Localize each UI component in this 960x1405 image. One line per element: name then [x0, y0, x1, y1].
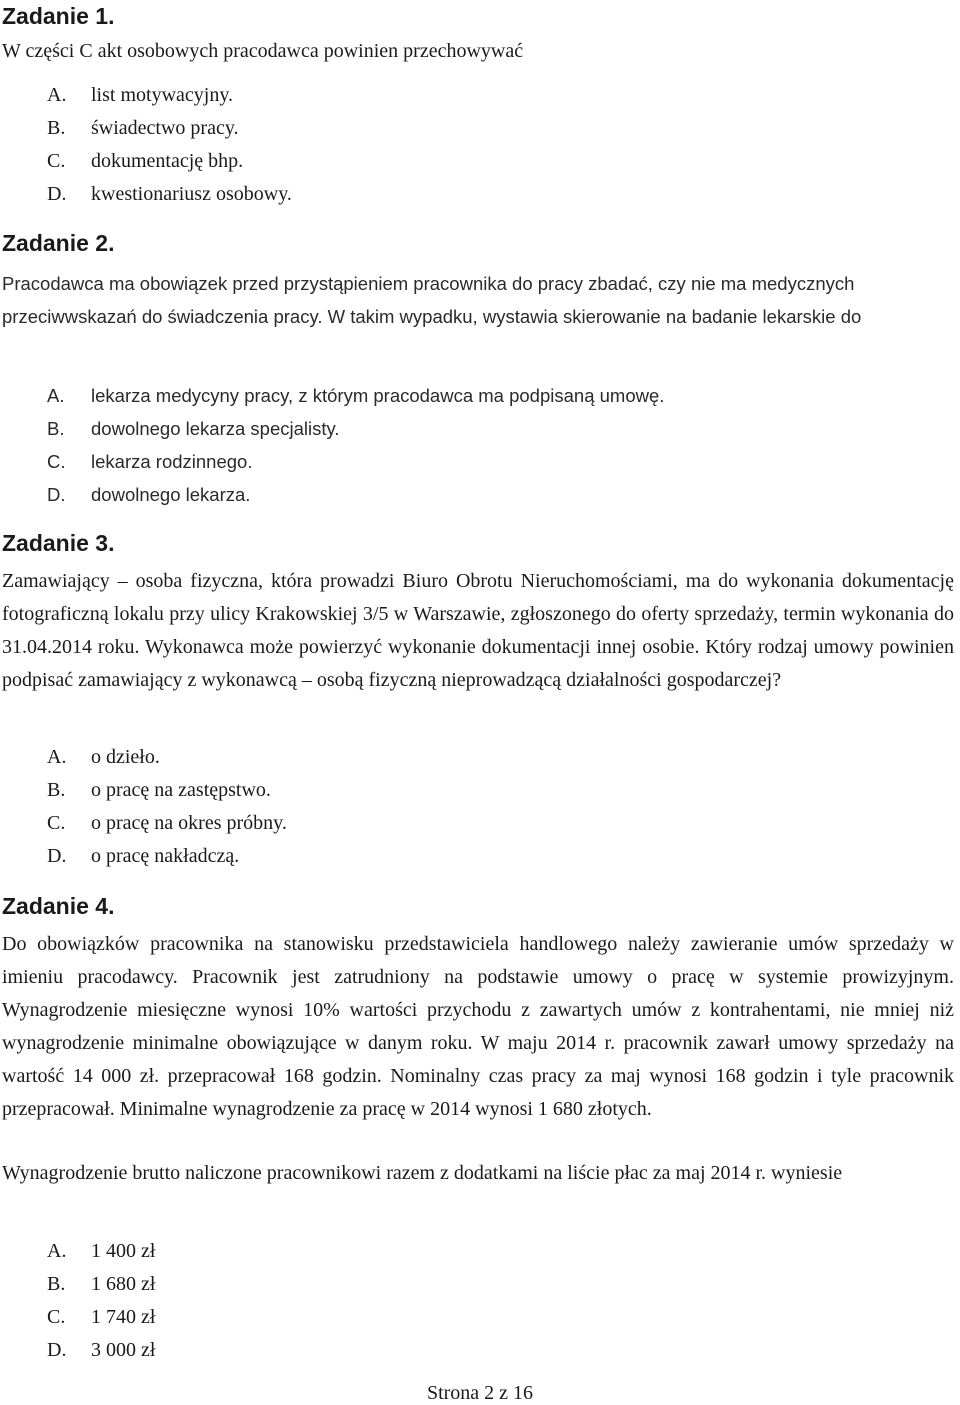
- option-text: dowolnego lekarza.: [91, 484, 251, 505]
- task-4-options: [47, 1235, 155, 1367]
- option-letter: D.: [47, 183, 67, 205]
- option-text: 3 000 zł: [91, 1339, 156, 1361]
- option-text: o dzieło.: [91, 746, 160, 768]
- task-1-options: [47, 79, 292, 211]
- option-letter: C.: [47, 451, 66, 472]
- task-2-option-d[interactable]: [47, 478, 664, 511]
- task-4-option-d[interactable]: [47, 1334, 155, 1367]
- option-letter: D.: [47, 1339, 67, 1361]
- option-text: dokumentację bhp.: [91, 150, 244, 172]
- option-letter: D.: [47, 484, 66, 505]
- option-letter: C.: [47, 812, 66, 834]
- option-letter: B.: [47, 418, 65, 439]
- task-1-option-a[interactable]: [47, 79, 292, 112]
- option-letter: A.: [47, 385, 65, 406]
- task-2-options: [47, 379, 664, 511]
- option-letter: B.: [47, 1273, 66, 1295]
- option-letter: C.: [47, 1306, 66, 1328]
- task-4-title: Zadanie 4.: [2, 893, 115, 919]
- option-text: list motywacyjny.: [91, 84, 234, 106]
- task-4-option-b[interactable]: [47, 1268, 155, 1301]
- option-text: dowolnego lekarza specjalisty.: [91, 418, 340, 439]
- task-1-title: Zadanie 1.: [2, 3, 115, 29]
- option-letter: D.: [47, 845, 67, 867]
- option-letter: C.: [47, 150, 66, 172]
- task-3-option-d[interactable]: [47, 840, 287, 873]
- option-text: 1 680 zł: [91, 1273, 156, 1295]
- option-text: świadectwo pracy.: [91, 117, 239, 139]
- option-text: 1 400 zł: [91, 1240, 156, 1262]
- option-letter: A.: [47, 84, 67, 106]
- option-letter: B.: [47, 779, 66, 801]
- option-text: o pracę na okres próbny.: [91, 812, 287, 834]
- option-letter: B.: [47, 117, 66, 139]
- option-text: kwestionariusz osobowy.: [91, 183, 292, 205]
- task-3-question: Zamawiający – osoba fizyczna, która prowadzi Biuro Obrotu Nieruchomościami, ma do wykonania dokumentację fotograficzną lokalu przy ulicy Krakowskiej 3/5 w Warszawie, zgłoszonego do oferty sprzedaży, termin wykonania do 31.04.2014 roku. Wykonawca może powierzyć wykonanie dokumentacji innej osobie. Który rodzaj umowy powinien podpisać zamawiający z wykonawcą – osobą fizyczną nieprowadzącą działalności gospodarczej?: [2, 570, 954, 691]
- task-3-option-c[interactable]: [47, 807, 287, 840]
- task-2-question: Pracodawca ma obowiązek przed przystąpieniem pracownika do pracy zbadać, czy nie ma medycznych przeciwwskazań do świadczenia pracy. W takim wypadku, wystawia skierowanie na badanie lekarskie do: [2, 273, 862, 327]
- option-letter: A.: [47, 746, 67, 768]
- page-number: Strona 2 z 16: [426, 1382, 534, 1404]
- option-text: lekarza medycyny pracy, z którym pracodawca ma podpisaną umowę.: [91, 385, 665, 406]
- task-4-question-prompt: Wynagrodzenie brutto naliczone pracownikowi razem z dodatkami na liście płac za maj 2014 r. wyniesie: [2, 1162, 843, 1184]
- task-1-option-b[interactable]: [47, 112, 292, 145]
- task-1-question: W części C akt osobowych pracodawca powinien przechowywać: [2, 40, 524, 62]
- task-2-option-c[interactable]: [47, 445, 664, 478]
- task-3-options: [47, 741, 287, 873]
- task-3-option-a[interactable]: [47, 741, 287, 774]
- task-1-option-c[interactable]: [47, 145, 292, 178]
- task-3-option-b[interactable]: [47, 774, 287, 807]
- task-2-option-b[interactable]: [47, 412, 664, 445]
- task-2-option-a[interactable]: [47, 379, 664, 412]
- task-1-option-d[interactable]: [47, 178, 292, 211]
- option-letter: A.: [47, 1240, 67, 1262]
- task-2-title: Zadanie 2.: [2, 230, 115, 256]
- task-4-question: Do obowiązków pracownika na stanowisku przedstawiciela handlowego należy zawieranie umów sprzedaży w imieniu pracodawcy. Pracownik jest zatrudniony na podstawie umowy o pracę w systemie prowizyjnym. Wynagrodzenie miesięczne wynosi 10% wartości przychodu z zawartych umów z kontrahentami, nie mniej niż wynagrodzenie minimalne obowiązujące w danym roku. W maju 2014 r. pracownik zawarł umowy sprzedaży na wartość 14 000 zł. przepracował 168 godzin. Nominalny czas pracy za maj wynosi 168 godzin i tyle pracownik przepracował. Minimalne wynagrodzenie za pracę w 2014 wynosi 1 680 złotych.: [2, 933, 954, 1120]
- option-text: lekarza rodzinnego.: [91, 451, 253, 472]
- task-3-title: Zadanie 3.: [2, 530, 115, 556]
- task-4-option-c[interactable]: [47, 1301, 155, 1334]
- task-4-option-a[interactable]: [47, 1235, 155, 1268]
- option-text: 1 740 zł: [91, 1306, 156, 1328]
- option-text: o pracę nakładczą.: [91, 845, 240, 867]
- option-text: o pracę na zastępstwo.: [91, 779, 271, 801]
